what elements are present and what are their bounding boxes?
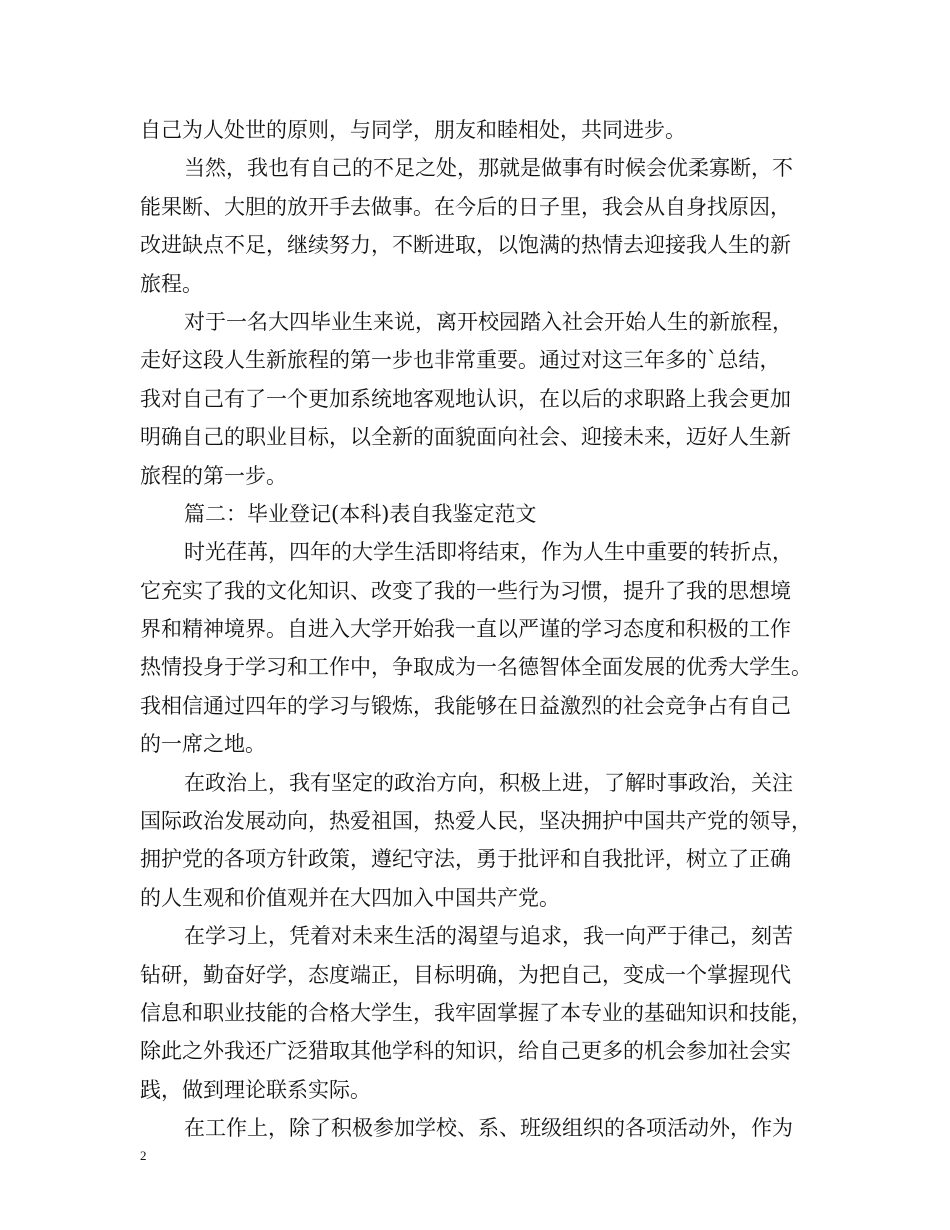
text-line: 在政治上，我有坚定的政治方向，积极上进，了解时事政治，关注 [184, 770, 793, 795]
text-line: 在学习上，凭着对未来生活的渴望与追求，我一向严于律己，刻苦 [184, 924, 793, 949]
text-line: 明确自己的职业目标，以全新的面貌面向社会、迎接未来，迈好人生新 [140, 425, 791, 450]
text-line: 拥护党的各项方针政策，遵纪守法，勇于批评和自我批评，树立了正确 [140, 847, 791, 872]
text-line: 改进缺点不足，继续努力，不断进取，以饱满的热情去迎接我人生的新 [140, 233, 791, 258]
text-line: 自己为人处世的原则，与同学，朋友和睦相处，共同进步。 [140, 118, 686, 142]
text-line: 在工作上，除了积极参加学校、系、班级组织的各项活动外，作为 [184, 1116, 793, 1141]
text-line: 我对自己有了一个更加系统地客观地认识，在以后的求职路上我会更加 [140, 386, 791, 411]
text-line: 走好这段人生新旅程的第一步也非常重要。通过对这三年多的`总结， [140, 348, 781, 373]
text-line: 它充实了我的文化知识、改变了我的一些行为习惯，提升了我的思想境 [140, 578, 791, 603]
text-line: 国际政治发展动向，热爱祖国，热爱人民，坚决拥护中国共产党的领导， [140, 809, 812, 834]
text-line: 热情投身于学习和工作中，争取成为一名德智体全面发展的优秀大学生。 [140, 655, 812, 680]
text-line: 信息和职业技能的合格大学生，我牢固掌握了本专业的基础知识和技能， [140, 1000, 812, 1025]
text-line: 旅程。 [140, 271, 203, 296]
text-line: 旅程的第一步。 [140, 463, 287, 488]
text-line: 当然，我也有自己的不足之处，那就是做事有时候会优柔寡断，不 [184, 156, 793, 181]
text-line: 除此之外我还广泛猎取其他学科的知识，给自己更多的机会参加社会实 [140, 1039, 791, 1064]
text-line: 篇二：毕业登记(本科)表自我鉴定范文 [184, 501, 537, 526]
text-line: 对于一名大四毕业生来说，离开校园踏入社会开始人生的新旅程， [184, 309, 793, 334]
text-line: 的一席之地。 [140, 732, 266, 757]
text-line: 我相信通过四年的学习与锻炼，我能够在日益激烈的社会竞争占有自己 [140, 693, 791, 718]
document-body [140, 111, 820, 1148]
page-number: 2 [140, 1148, 147, 1163]
text-line: 践，做到理论联系实际。 [140, 1077, 371, 1102]
text-line: 能果断、大胆的放开手去做事。在今后的日子里，我会从自身找原因， [140, 194, 791, 219]
text-line: 时光荏苒，四年的大学生活即将结束，作为人生中重要的转折点， [184, 540, 793, 565]
text-line: 的人生观和价值观并在大四加入中国共产党。 [140, 885, 560, 910]
text-line: 界和精神境界。自进入大学开始我一直以严谨的学习态度和积极的工作 [140, 617, 791, 642]
text-line: 钻研，勤奋好学，态度端正，目标明确，为把自己，变成一个掌握现代 [140, 962, 791, 987]
